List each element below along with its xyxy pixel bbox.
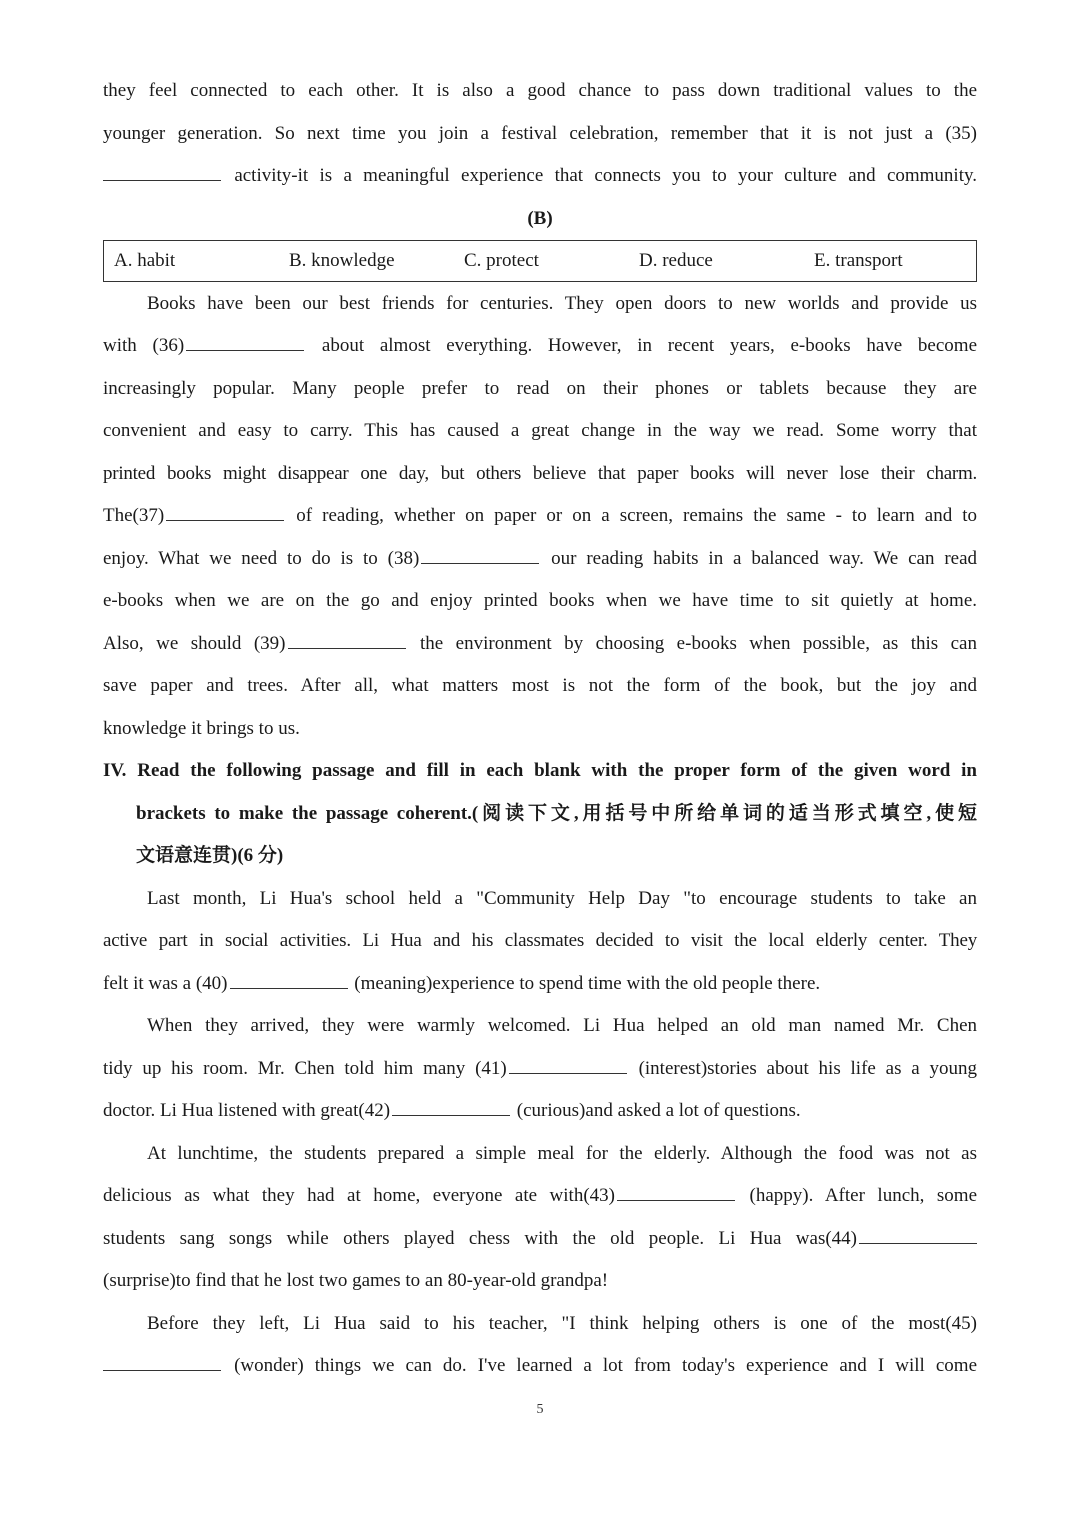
para-1-line-2: active part in social activities. Li Hua and his classmates decided to visit the local elderly center. They bbox=[103, 930, 977, 951]
passage-a-line-3: activity-it is a meaningful experience that connects you to your culture and community. bbox=[103, 155, 977, 198]
passage-a-line-1: they feel connected to each other. It is also a good chance to pass down traditional values to the bbox=[103, 80, 977, 101]
blank-39 bbox=[288, 630, 406, 649]
passage-b-line-2: with (36) about almost everything. However, in recent years, e-books have become bbox=[103, 325, 977, 368]
blank-45 bbox=[103, 1352, 221, 1371]
passage-b-line-5: printed books might disappear one day, but others believe that paper books will never lose their charm. bbox=[103, 462, 977, 484]
blank-44 bbox=[859, 1225, 977, 1244]
page-content bbox=[103, 70, 977, 1388]
blank-37 bbox=[166, 502, 284, 521]
blank-41 bbox=[509, 1055, 627, 1074]
blank-36 bbox=[186, 332, 304, 351]
para-2-line-1: When they arrived, they were warmly welcomed. Li Hua helped an old man named Mr. Chen bbox=[147, 1015, 977, 1036]
para-2-line-2: tidy up his room. Mr. Chen told him many (41) (interest)stories about his life as a young bbox=[103, 1048, 977, 1091]
word-option-b: B. knowledge bbox=[289, 249, 395, 271]
passage-b-line-3: increasingly popular. Many people prefer to read on their phones or tablets because they are bbox=[103, 377, 977, 399]
section-iv-heading bbox=[103, 750, 977, 878]
word-option-a: A. habit bbox=[114, 249, 176, 271]
blank-40 bbox=[230, 970, 348, 989]
blank-35 bbox=[103, 162, 221, 181]
passage-b-line-7: enjoy. What we need to do is to (38) our reading habits in a balanced way. We can read bbox=[103, 538, 977, 581]
passage-b-line-8: e-books when we are on the go and enjoy printed books when we have time to sit quietly at home. bbox=[103, 590, 977, 611]
para-1-line-1: Last month, Li Hua's school held a "Community Help Day "to encourage students to take an bbox=[147, 887, 977, 909]
passage-b-line-1: Books have been our best friends for centuries. They open doors to new worlds and provide us bbox=[147, 292, 977, 314]
para-3-line-4: (surprise)to find that he lost two games to an 80-year-old grandpa! bbox=[103, 1270, 609, 1291]
word-option-c: C. protect bbox=[464, 249, 539, 271]
para-4-line-2: (wonder) things we can do. I've learned a lot from today's experience and I will come bbox=[103, 1345, 977, 1388]
blank-43 bbox=[617, 1182, 735, 1201]
para-3-line-3: students sang songs while others played chess with the old people. Li Hua was(44) bbox=[103, 1218, 977, 1261]
word-option-d: D. reduce bbox=[639, 249, 713, 271]
para-3-line-2: delicious as what they had at home, everyone ate with(43) (happy). After lunch, some bbox=[103, 1175, 977, 1218]
section-b-title: (B) bbox=[527, 207, 553, 229]
passage-a-line-2: younger generation. So next time you join a festival celebration, remember that it is not just a (35) bbox=[103, 122, 977, 144]
para-3-line-1: At lunchtime, the students prepared a simple meal for the elderly. Although the food was not as bbox=[147, 1142, 977, 1164]
section-iv-heading-line-3: 文语意连贯)(6 分) bbox=[136, 845, 284, 866]
blank-42 bbox=[392, 1097, 510, 1116]
word-option-e: E. transport bbox=[814, 249, 903, 271]
para-2-line-3: doctor. Li Hua listened with great(42) (curious)and asked a lot of questions. bbox=[103, 1090, 977, 1133]
section-iv-heading-line-1: IV. Read the following passage and fill in each blank with the proper form of the given word in bbox=[103, 760, 977, 781]
page-number: 5 bbox=[536, 1402, 544, 1417]
passage-b-line-10: save paper and trees. After all, what matters most is not the form of the book, but the joy and bbox=[103, 675, 977, 696]
passage-b-line-4: convenient and easy to carry. This has caused a great change in the way we read. Some worry that bbox=[103, 420, 977, 441]
passage-b-line-9: Also, we should (39) the environment by choosing e-books when possible, as this can bbox=[103, 623, 977, 666]
blank-38 bbox=[421, 545, 539, 564]
para-1-line-3: felt it was a (40) (meaning)experience to spend time with the old people there. bbox=[103, 963, 977, 1006]
section-iv-heading-line-2: brackets to make the passage coherent.(阅读下文,用括号中所给单词的适当形式填空,使短 bbox=[136, 802, 977, 824]
word-bank-box bbox=[103, 240, 977, 282]
passage-b-line-11: knowledge it brings to us. bbox=[103, 717, 300, 739]
para-4-line-1: Before they left, Li Hua said to his teacher, "I think helping others is one of the most(45) bbox=[147, 1312, 977, 1334]
passage-b-line-6: The(37) of reading, whether on paper or on a screen, remains the same - to learn and to bbox=[103, 495, 977, 538]
